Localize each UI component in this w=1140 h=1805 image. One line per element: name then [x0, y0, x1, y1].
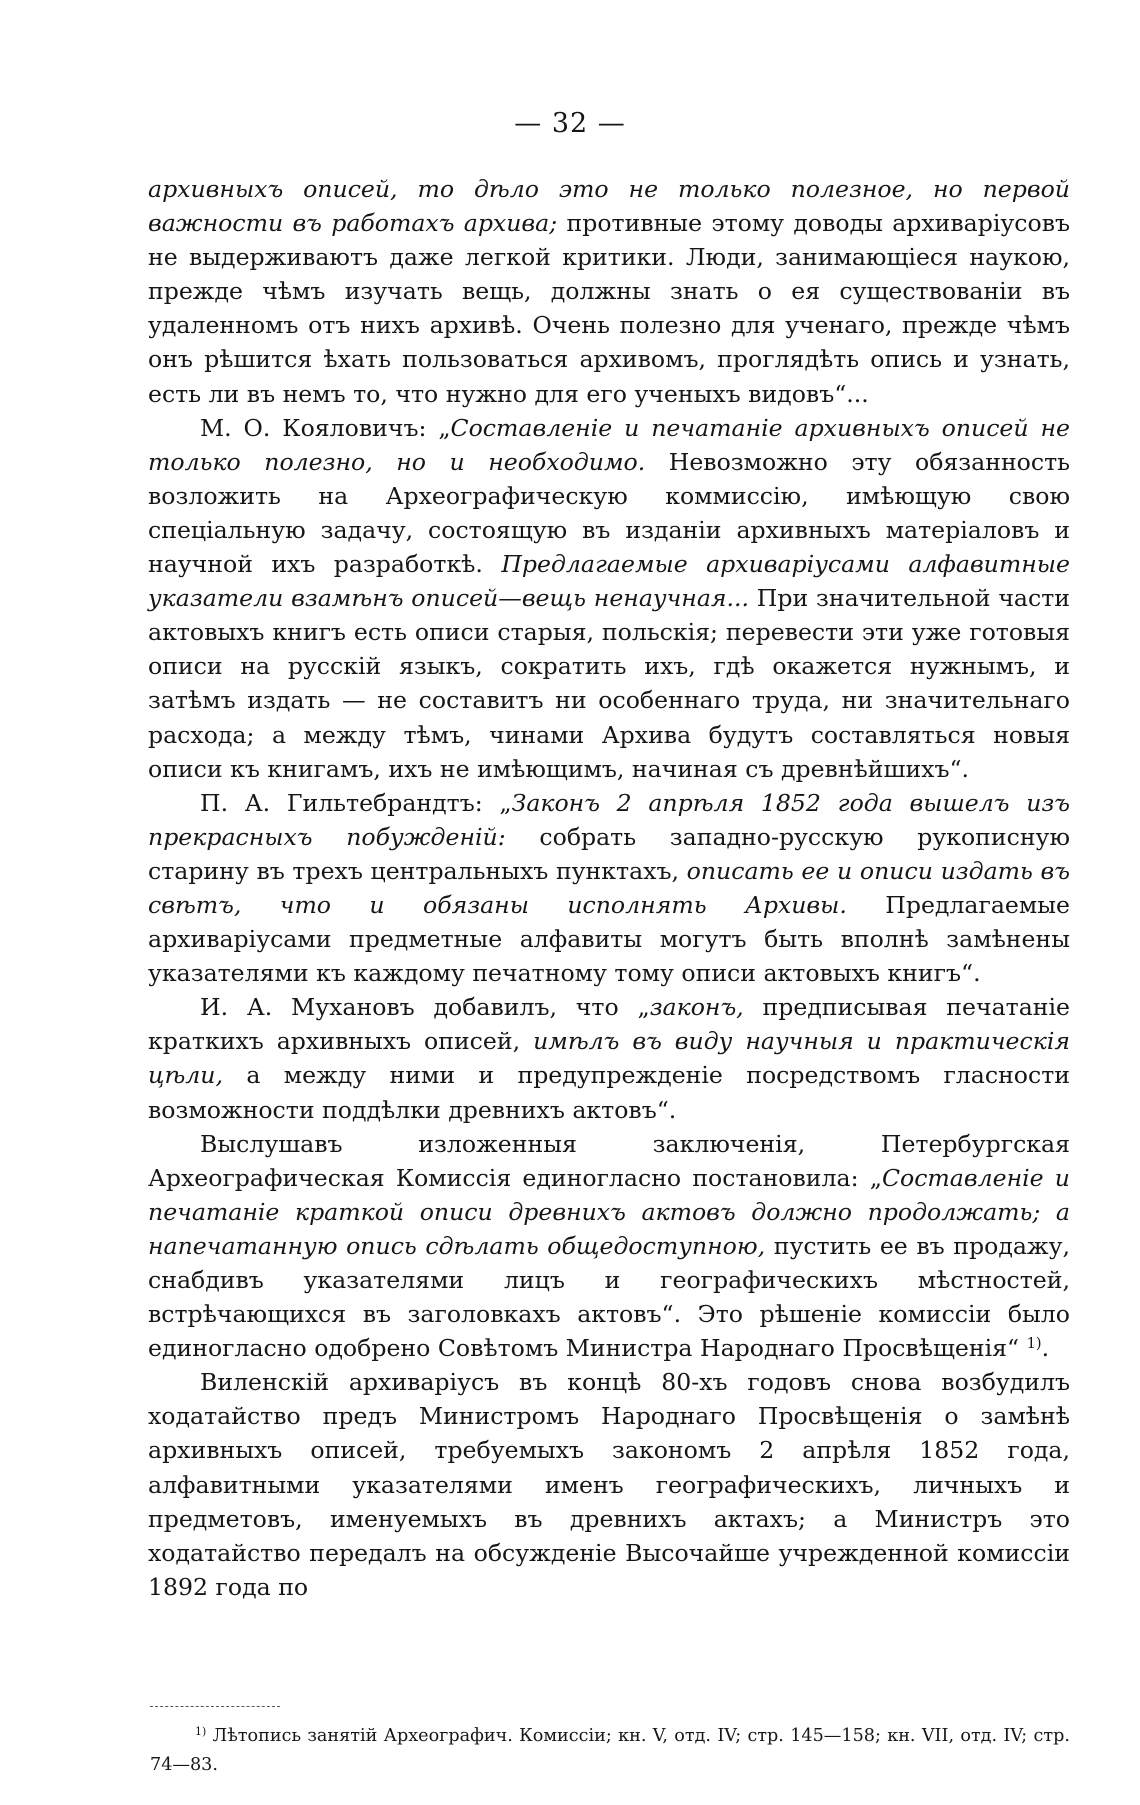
- italic-text: Предлагаемые архиваріусами алфавитные указатели взамѣнъ описей—вещь ненаучная...: [148, 550, 1070, 613]
- text-segment: предписывая печатаніе краткихъ архивныхъ описей,: [148, 993, 1070, 1056]
- page-number: — 32 —: [514, 108, 626, 139]
- paragraph: [148, 1365, 1070, 1604]
- italic-text: Составленіе и печатаніе краткой описи древнихъ актовъ должно продолжать; а напечатанную опись сдѣлать общедоступною,: [148, 1163, 1071, 1260]
- footnote-text: Лѣтопись занятій Археографич. Комиссіи; кн. V, отд. IV; стр. 145—158; кн. VII, отд. IV; стр. 74—83.: [150, 1726, 1070, 1775]
- body-text: [148, 172, 1070, 1604]
- italic-text: архивныхъ описей, то дѣло это не только полезное, но первой важности въ работахъ архива;: [148, 175, 1070, 238]
- text-segment: При значительной части актовыхъ книгъ есть описи старыя, польскія; перевести эти уже готовыя описи на русскій языкъ, сократить ихъ, гдѣ окажется нужнымъ, и затѣмъ издать — не составитъ ни особеннаго труда, ни значительнаго расхода; а между тѣмъ, чинами Архива будутъ составляться новыя описи къ книгамъ, ихъ не имѣющимъ, начиная съ древнѣйшихъ“.: [148, 584, 1070, 783]
- text-segment: собрать западно-русскую рукописную старину въ трехъ центральныхъ пунктахъ,: [148, 822, 1070, 885]
- text-segment: .: [1041, 1334, 1050, 1363]
- paragraph: [148, 172, 1070, 411]
- text-segment: пустить ее въ продажу, снабдивъ указателями лицъ и географическихъ мѣстностей, встрѣчающихся въ заголовкахъ актовъ“. Это рѣшеніе комиссіи было единогласно одобрено Совѣтомъ Министра Народнаго Просвѣщенія“: [148, 1231, 1070, 1363]
- footnote: [150, 1722, 1070, 1780]
- text-segment: Невозможно эту обязанность возложить на Археографическую коммиссію, имѣющую свою спеціальную задачу, состоящую въ изданіи архивныхъ матеріаловъ и научной ихъ разработкѣ.: [148, 447, 1070, 579]
- footnote-reference: 1): [1026, 1335, 1042, 1353]
- italic-text: Составленіе и печатаніе архивныхъ описей не только полезно, но и необходимо.: [148, 413, 1070, 476]
- italic-text: Законъ 2 апрѣля 1852 года вышелъ изъ прекрасныхъ побужденій:: [148, 788, 1070, 851]
- text-segment: П. А. Гильтебрандтъ: „: [200, 788, 512, 817]
- text-segment: а между ними и предупрежденіе посредствомъ гласности возможности поддѣлки древнихъ актовъ“.: [148, 1061, 1070, 1124]
- italic-text: описать ее и описи издать въ свѣтъ, что и обязаны исполнять Архивы.: [148, 856, 1071, 919]
- text-segment: И. А. Мухановъ добавилъ, что „: [200, 993, 650, 1022]
- text-segment: противные этому доводы архиваріусовъ не выдерживаютъ даже легкой критики. Люди, занимающіеся наукою, прежде чѣмъ изучать вещь, должны знать о ея существованіи въ удаленномъ отъ нихъ архивѣ. Очень полезно для ученаго, прежде чѣмъ онъ рѣшится ѣхать пользоваться архивомъ, проглядѣть опись и узнать, есть ли въ немъ то, что нужно для его ученыхъ видовъ“...: [148, 209, 1070, 408]
- text-segment: М. О. Кояловичъ: „: [200, 413, 451, 442]
- paragraph: [148, 1127, 1070, 1366]
- paragraph: [148, 990, 1070, 1126]
- text-segment: Виленскій архиваріусъ въ концѣ 80-хъ годовъ снова возбудилъ ходатайство предъ Министромъ Народнаго Просвѣщенія о замѣнѣ архивныхъ описей, требуемыхъ закономъ 2 апрѣля 1852 года, алфавитными указателями именъ географическихъ, личныхъ и предметовъ, именуемыхъ въ древнихъ актахъ; а Министръ это ходатайство передалъ на обсужденіе Высочайше учрежденной комиссіи 1892 года по: [148, 1368, 1070, 1601]
- text-segment: Выслушавъ изложенныя заключенія, Петербургская Археографическая Комиссія единогласно постановила: „: [148, 1129, 1070, 1192]
- text-segment: Предлагаемые архиваріусами предметные алфавиты могутъ быть вполнѣ замѣнены указателями къ каждому печатному тому описи актовыхъ книгъ“.: [148, 890, 1070, 988]
- footnote-marker: 1): [195, 1725, 207, 1738]
- paragraph: [148, 786, 1070, 991]
- footnote-divider: [150, 1706, 280, 1707]
- italic-text: имѣлъ въ виду научныя и практическія цѣли,: [148, 1027, 1070, 1090]
- paragraph: [148, 411, 1070, 786]
- italic-text: законъ,: [649, 993, 744, 1022]
